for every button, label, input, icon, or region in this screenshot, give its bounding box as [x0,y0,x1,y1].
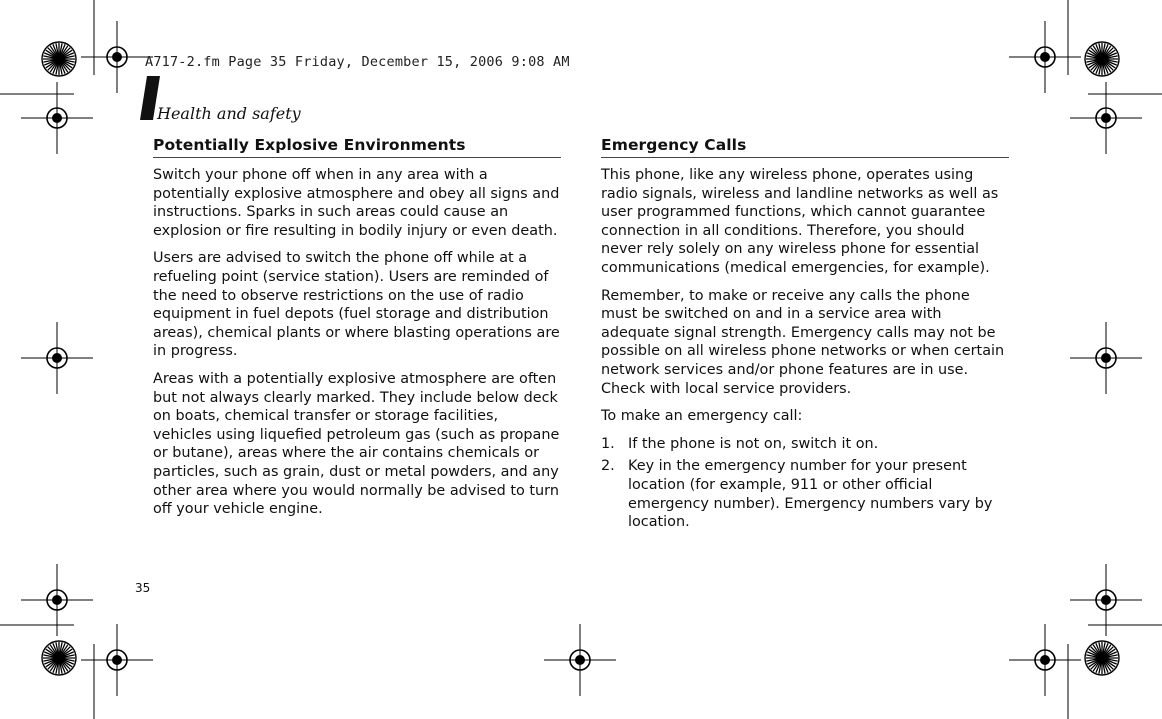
paragraph: This phone, like any wireless phone, operates using radio signals, wireless and landline networks as well as user programmed functions, which cannot guarantee connection in all conditions. Therefore, you should never rely solely on any wireless phone for essential communications (medical emergencies, for example). [601,167,999,276]
paragraph: To make an emergency call: [601,408,803,425]
paragraph: Switch your phone off when in any area with a potentially explosive atmosphere and obey all signs and instructions. Sparks in such areas could cause an explosion or fire resulting in bodily injury or even death. [153,167,560,239]
emergency-call-steps [601,435,1009,532]
step-text: If the phone is not on, switch it on. [628,435,879,452]
step-number: 2. [601,458,615,475]
page-number: 35 [135,581,151,595]
left-heading: Potentially Explosive Environments [153,136,561,158]
paragraph: Remember, to make or receive any calls the phone must be switched on and in a service area with adequate signal strength. Emergency calls may not be possible on all wireless phone networks or when certain network services and/or phone features are in use. Check with local service providers. [601,287,1005,397]
list-item [601,457,1009,531]
file-info-line: A717-2.fm Page 35 Friday, December 15, 2006 9:08 AM [145,54,570,70]
step-text: Key in the emergency number for your present location (for example, 911 or other official emergency number). Emergency numbers vary by location. [628,458,993,531]
list-item [601,435,1009,454]
paragraph: Areas with a potentially explosive atmosphere are often but not always clearly marked. They include below deck on boats, chemical transfer or storage facilities, vehicles using liquefied petroleum gas (such as propane or butane), areas where the air contains chemicals or particles, such as grain, dust or metal powders, and any other area where you would normally be advised to turn off your vehicle engine. [153,370,560,518]
step-number: 1. [601,435,615,452]
left-column [153,136,561,528]
right-heading: Emergency Calls [601,136,1009,158]
right-column [601,136,1009,536]
paragraph: Users are advised to switch the phone off while at a refueling point (service station). Users are reminded of the need to observe restrictions on the use of radio equipment in fuel depots (fuel storage and distribution areas), chemical plants or where blasting operations are in progress. [153,250,560,360]
section-title: Health and safety [157,104,301,123]
